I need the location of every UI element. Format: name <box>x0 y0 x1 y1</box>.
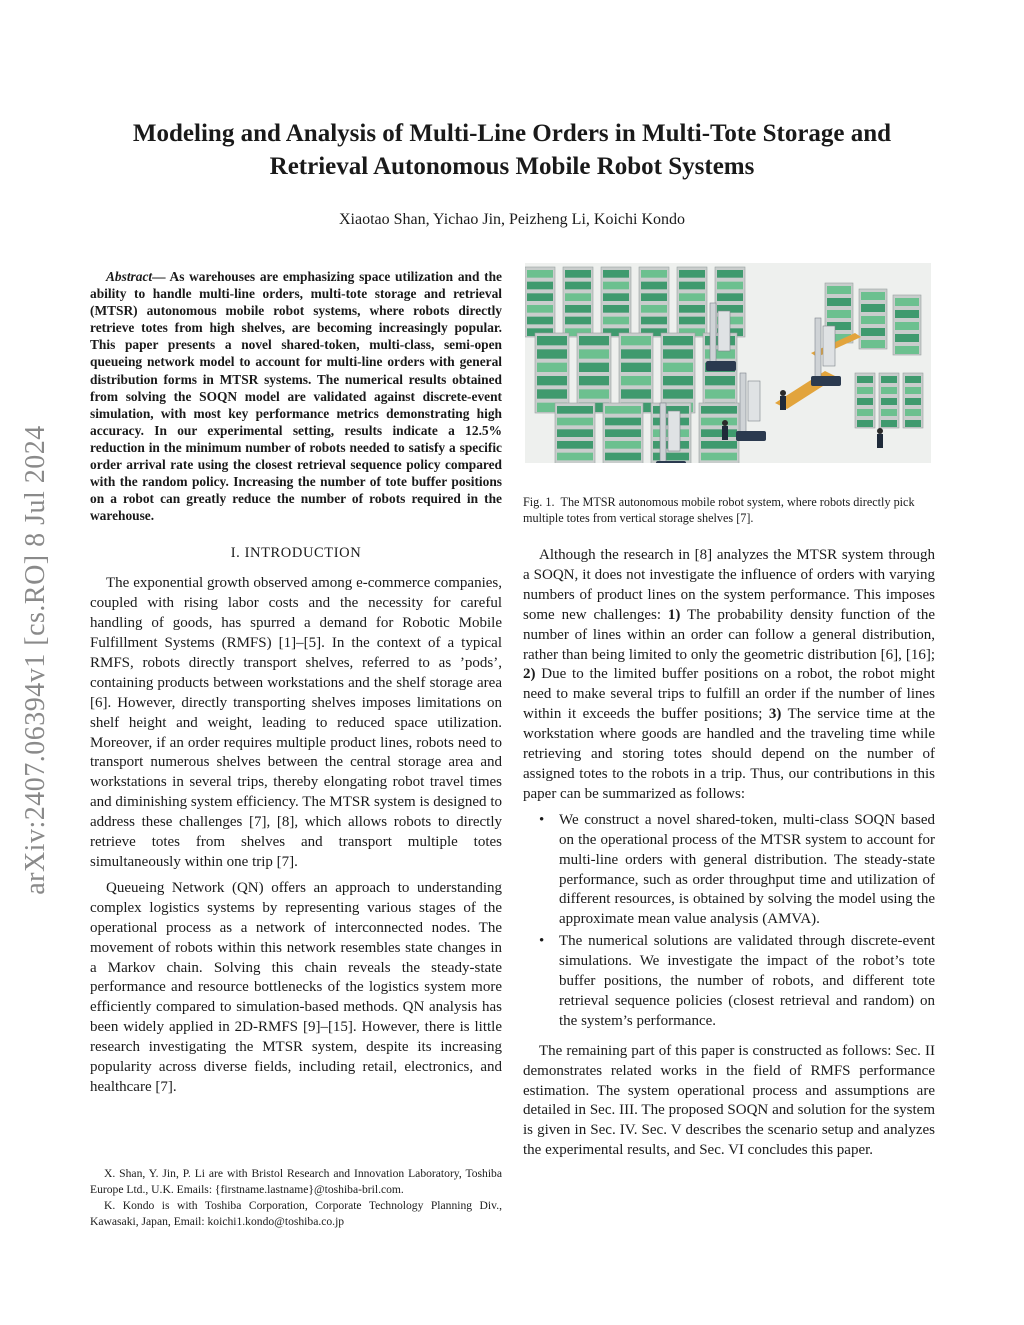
tote <box>717 293 743 301</box>
tote <box>557 441 593 449</box>
tote <box>663 336 693 345</box>
tote <box>861 304 885 312</box>
tote <box>663 349 693 358</box>
tote <box>565 270 591 278</box>
tote <box>827 310 851 318</box>
worker-head <box>877 428 883 434</box>
tote <box>857 409 873 416</box>
tote <box>527 282 553 290</box>
tote <box>905 398 921 405</box>
tote <box>827 286 851 294</box>
challenge-3-text: The service time at the workstation where goods are handled and the traveling time while retrieving and storing totes should depend on the number of assigned totes to the robots in a trip. Thus, our contributions in this paper can be summarized as follows: <box>523 706 935 802</box>
tote <box>679 317 705 325</box>
tote <box>641 270 667 278</box>
tote <box>861 292 885 300</box>
challenge-3-marker: 3) <box>768 706 782 723</box>
robot-mast <box>740 373 746 433</box>
tote <box>663 363 693 372</box>
tote <box>701 429 737 437</box>
tote <box>527 317 553 325</box>
tote <box>857 420 873 427</box>
tote <box>565 293 591 301</box>
tote <box>557 418 593 426</box>
robot-base <box>706 361 736 371</box>
tote <box>579 376 609 385</box>
tote <box>895 310 919 318</box>
tote <box>895 334 919 342</box>
tote <box>905 376 921 383</box>
tote <box>603 317 629 325</box>
worker-body <box>722 426 728 440</box>
right-paragraph-2: The remaining part of this paper is constructed as follows: Sec. II demonstrates related works in the field of RMFS performance estimation. The system operational process and assumptions are detailed in Sec. III. The proposed SOQN and solution for the system is given in Sec. IV. Sec. V describes the scenario setup and analyzes the experimental results, and Sec. VI concludes this paper. <box>523 1042 935 1159</box>
robot-mast <box>660 403 666 463</box>
tote <box>557 453 593 461</box>
worker-head <box>780 390 786 396</box>
tote <box>679 270 705 278</box>
list-item <box>523 811 935 930</box>
tote <box>565 317 591 325</box>
tote <box>621 349 651 358</box>
tote <box>605 453 641 461</box>
tote <box>603 270 629 278</box>
tote <box>895 322 919 330</box>
tote <box>905 387 921 394</box>
abstract <box>90 268 502 524</box>
figure-caption-label: Fig. 1. <box>523 495 555 509</box>
tote <box>603 293 629 301</box>
tote <box>905 420 921 427</box>
tote <box>621 389 651 398</box>
tote <box>701 453 737 461</box>
challenge-1-text: The probability density function of the number of lines within an order can follow a general distribution, rather than being limited to only the geometric distribution [6], [16]; <box>523 606 936 663</box>
tote <box>565 282 591 290</box>
tote <box>701 441 737 449</box>
tote <box>527 305 553 313</box>
challenge-1-marker: 1) <box>667 606 681 623</box>
figure-caption-text: The MTSR autonomous mobile robot system, where robots directly pick multiple totes from vertical storage shelves [7]. <box>523 495 915 525</box>
tote <box>663 376 693 385</box>
tote <box>861 340 885 348</box>
tote <box>621 363 651 372</box>
tote <box>705 389 735 398</box>
worker-body <box>877 434 883 448</box>
tote <box>605 406 641 414</box>
right-paragraph-1 <box>523 546 935 805</box>
robot-buffer <box>748 381 760 421</box>
tote <box>653 453 689 461</box>
tote <box>641 305 667 313</box>
tote <box>537 363 567 372</box>
tote <box>905 409 921 416</box>
tote <box>537 336 567 345</box>
tote <box>565 305 591 313</box>
tote <box>857 398 873 405</box>
tote <box>705 376 735 385</box>
worker-head <box>722 420 728 426</box>
robot-buffer <box>668 411 680 451</box>
tote <box>537 376 567 385</box>
tote <box>701 406 737 414</box>
paper-title-line-2: Retrieval Autonomous Mobile Robot Systems <box>269 153 755 180</box>
tote <box>679 305 705 313</box>
tote <box>603 305 629 313</box>
contributions-list <box>523 811 935 1032</box>
robot-base <box>656 461 686 463</box>
arxiv-identifier: arXiv:2407.06394v1 [cs.RO] 8 Jul 2024 <box>20 425 51 895</box>
tote <box>701 418 737 426</box>
tote <box>881 376 897 383</box>
tote <box>895 298 919 306</box>
tote <box>641 293 667 301</box>
figure-caption <box>523 494 935 526</box>
tote <box>717 282 743 290</box>
tote <box>579 389 609 398</box>
tote <box>881 398 897 405</box>
bullet-icon: • <box>539 933 545 950</box>
tote <box>527 270 553 278</box>
tote <box>557 429 593 437</box>
tote <box>579 349 609 358</box>
warehouse-illustration <box>525 263 931 463</box>
tote <box>537 389 567 398</box>
robot-base <box>811 376 841 386</box>
tote <box>881 409 897 416</box>
robot-mast <box>710 303 716 363</box>
introduction-paragraph-1: The exponential growth observed among e-commerce companies, coupled with rising labor costs and the necessity for careful handling of goods, has spurred a demand for Robotic Mobile Fulfillment Systems (RMFS) [1]–[5]. In the context of a typical RMFS, robots directly transport shelves, referred to as ’pods’, containing products between workstations and the shelf storage area [6]. However, directly transporting shelves imposes limitations on shelf height and weight, leading to reduced space utilization. Moreover, if an order requires multiple product lines, robots need to transport numerous shelves between the central storage area and workstations in several trips, thereby elongating robot travel times and diminishing system efficiency. The MTSR system is designed to address these challenges [7], [8], which allows robots to directly retrieve totes from shelves and transport multiple totes simultaneously within one trip [7]. <box>90 575 502 870</box>
tote <box>603 282 629 290</box>
arxiv-sidebar <box>14 370 58 950</box>
contribution-text-2: The numerical solutions are validated through discrete-event simulations. We investigate the impact of the robot’s tote buffer positions, the number of robots, and different tote retrieval sequence policies (closest retrieval and random) on the system’s performance. <box>559 933 935 1029</box>
introduction-heading: I. INTRODUCTION <box>230 545 362 562</box>
paper-title <box>60 117 964 183</box>
tote <box>621 336 651 345</box>
tote <box>621 376 651 385</box>
tote <box>679 293 705 301</box>
tote <box>605 429 641 437</box>
footnote-affiliation-2: K. Kondo is with Toshiba Corporation, Corporate Technology Planning Div., Kawasaki, Japan, Email: koichi1.kondo@toshiba.co.jp <box>90 1199 502 1228</box>
bullet-icon: • <box>539 811 545 828</box>
tote <box>579 363 609 372</box>
robot-buffer <box>823 326 835 366</box>
tote <box>861 316 885 324</box>
robot-buffer <box>718 311 730 351</box>
tote <box>881 387 897 394</box>
tote <box>861 328 885 336</box>
right-column <box>523 546 935 1167</box>
tote <box>557 406 593 414</box>
tote <box>663 389 693 398</box>
tote <box>881 420 897 427</box>
tote <box>605 418 641 426</box>
tote <box>717 270 743 278</box>
tote <box>857 376 873 383</box>
tote <box>641 317 667 325</box>
robot-base <box>736 431 766 441</box>
tote <box>537 349 567 358</box>
tote <box>895 346 919 354</box>
abstract-text: — As warehouses are emphasizing space utilization and the ability to handle multi-line orders, multi-tote storage and retrieval (MTSR) autonomous mobile robot systems, where robots directly retrieve totes from high shelves, are becoming increasingly popular. This paper presents a novel shared-token, multi-class, semi-open queueing network model to account for multi-line orders with general distribution forms in MTSR systems. The numerical results obtained from solving the SOQN model are validated against discrete-event simulation, with most key performance metrics demonstrating high accuracy. In our experimental setting, results indicate a 12.5% reduction in the minimum number of robots needed to satisfy a specific order arrival rate using the closest retrieval sequence policy compared with the random policy. Increasing the number of tote buffer positions on a robot can greatly reduce the number of robots required in the warehouse. <box>90 269 502 524</box>
paper-title-line-1: Modeling and Analysis of Multi-Line Orders in Multi-Tote Storage and <box>132 120 892 147</box>
figure-mtsr-warehouse <box>525 263 931 463</box>
robot-mast <box>815 318 821 378</box>
contribution-text-1: We construct a novel shared-token, multi-class SOQN based on the operational process of the MTSR system to account for multi-line orders with general distribution. The steady-state performance, such as order throughput time and utilization of different resources, is obtained by solving the model using the approximate mean value analysis (AMVA). <box>559 811 935 928</box>
tote <box>579 336 609 345</box>
tote <box>827 298 851 306</box>
abstract-label: Abstract <box>106 269 153 284</box>
tote <box>857 387 873 394</box>
list-item <box>523 932 935 1032</box>
challenge-2-marker: 2) <box>523 666 536 683</box>
challenge-2-text: Due to the limited buffer positions on a robot, the robot might need to make several trips to fulfill an order if the number of lines within it exceeds the buffer positions; <box>523 666 935 723</box>
paper-authors: Xiaotao Shan, Yichao Jin, Peizheng Li, Koichi Kondo <box>338 211 685 228</box>
tote <box>527 293 553 301</box>
footnote-affiliation-1: X. Shan, Y. Jin, P. Li are with Bristol Research and Innovation Laboratory, Toshiba Europe Ltd., U.K. Emails: {firstname.lastname}@toshiba-bril.com. <box>90 1167 502 1196</box>
author-footnotes <box>90 1166 502 1230</box>
tote <box>605 441 641 449</box>
right-paragraph-1-intro: Although the research in [8] analyzes the MTSR system through a SOQN, it does not investigate the influence of orders with varying numbers of product lines on the system performance. This imposes some new challenges: <box>523 547 935 623</box>
worker-body <box>780 396 786 410</box>
tote <box>679 282 705 290</box>
tote <box>641 282 667 290</box>
introduction-paragraph-2: Queueing Network (QN) offers an approach to understanding complex logistics systems by representing various stages of the operational process as a network of interconnected nodes. The movement of robots within this network resembles state changes in a Markov chain. Solving this chain reveals the steady-state performance and resource bottlenecks of the logistics system more efficiently compared to simulation-based methods. QN analysis has been widely applied in 2D-RMFS [9]–[15]. However, there is little research investigating the MTSR system, despite its increasing popularity across diverse fields, including retail, electronics, and healthcare [7]. <box>90 879 502 1095</box>
left-column <box>90 268 502 1104</box>
